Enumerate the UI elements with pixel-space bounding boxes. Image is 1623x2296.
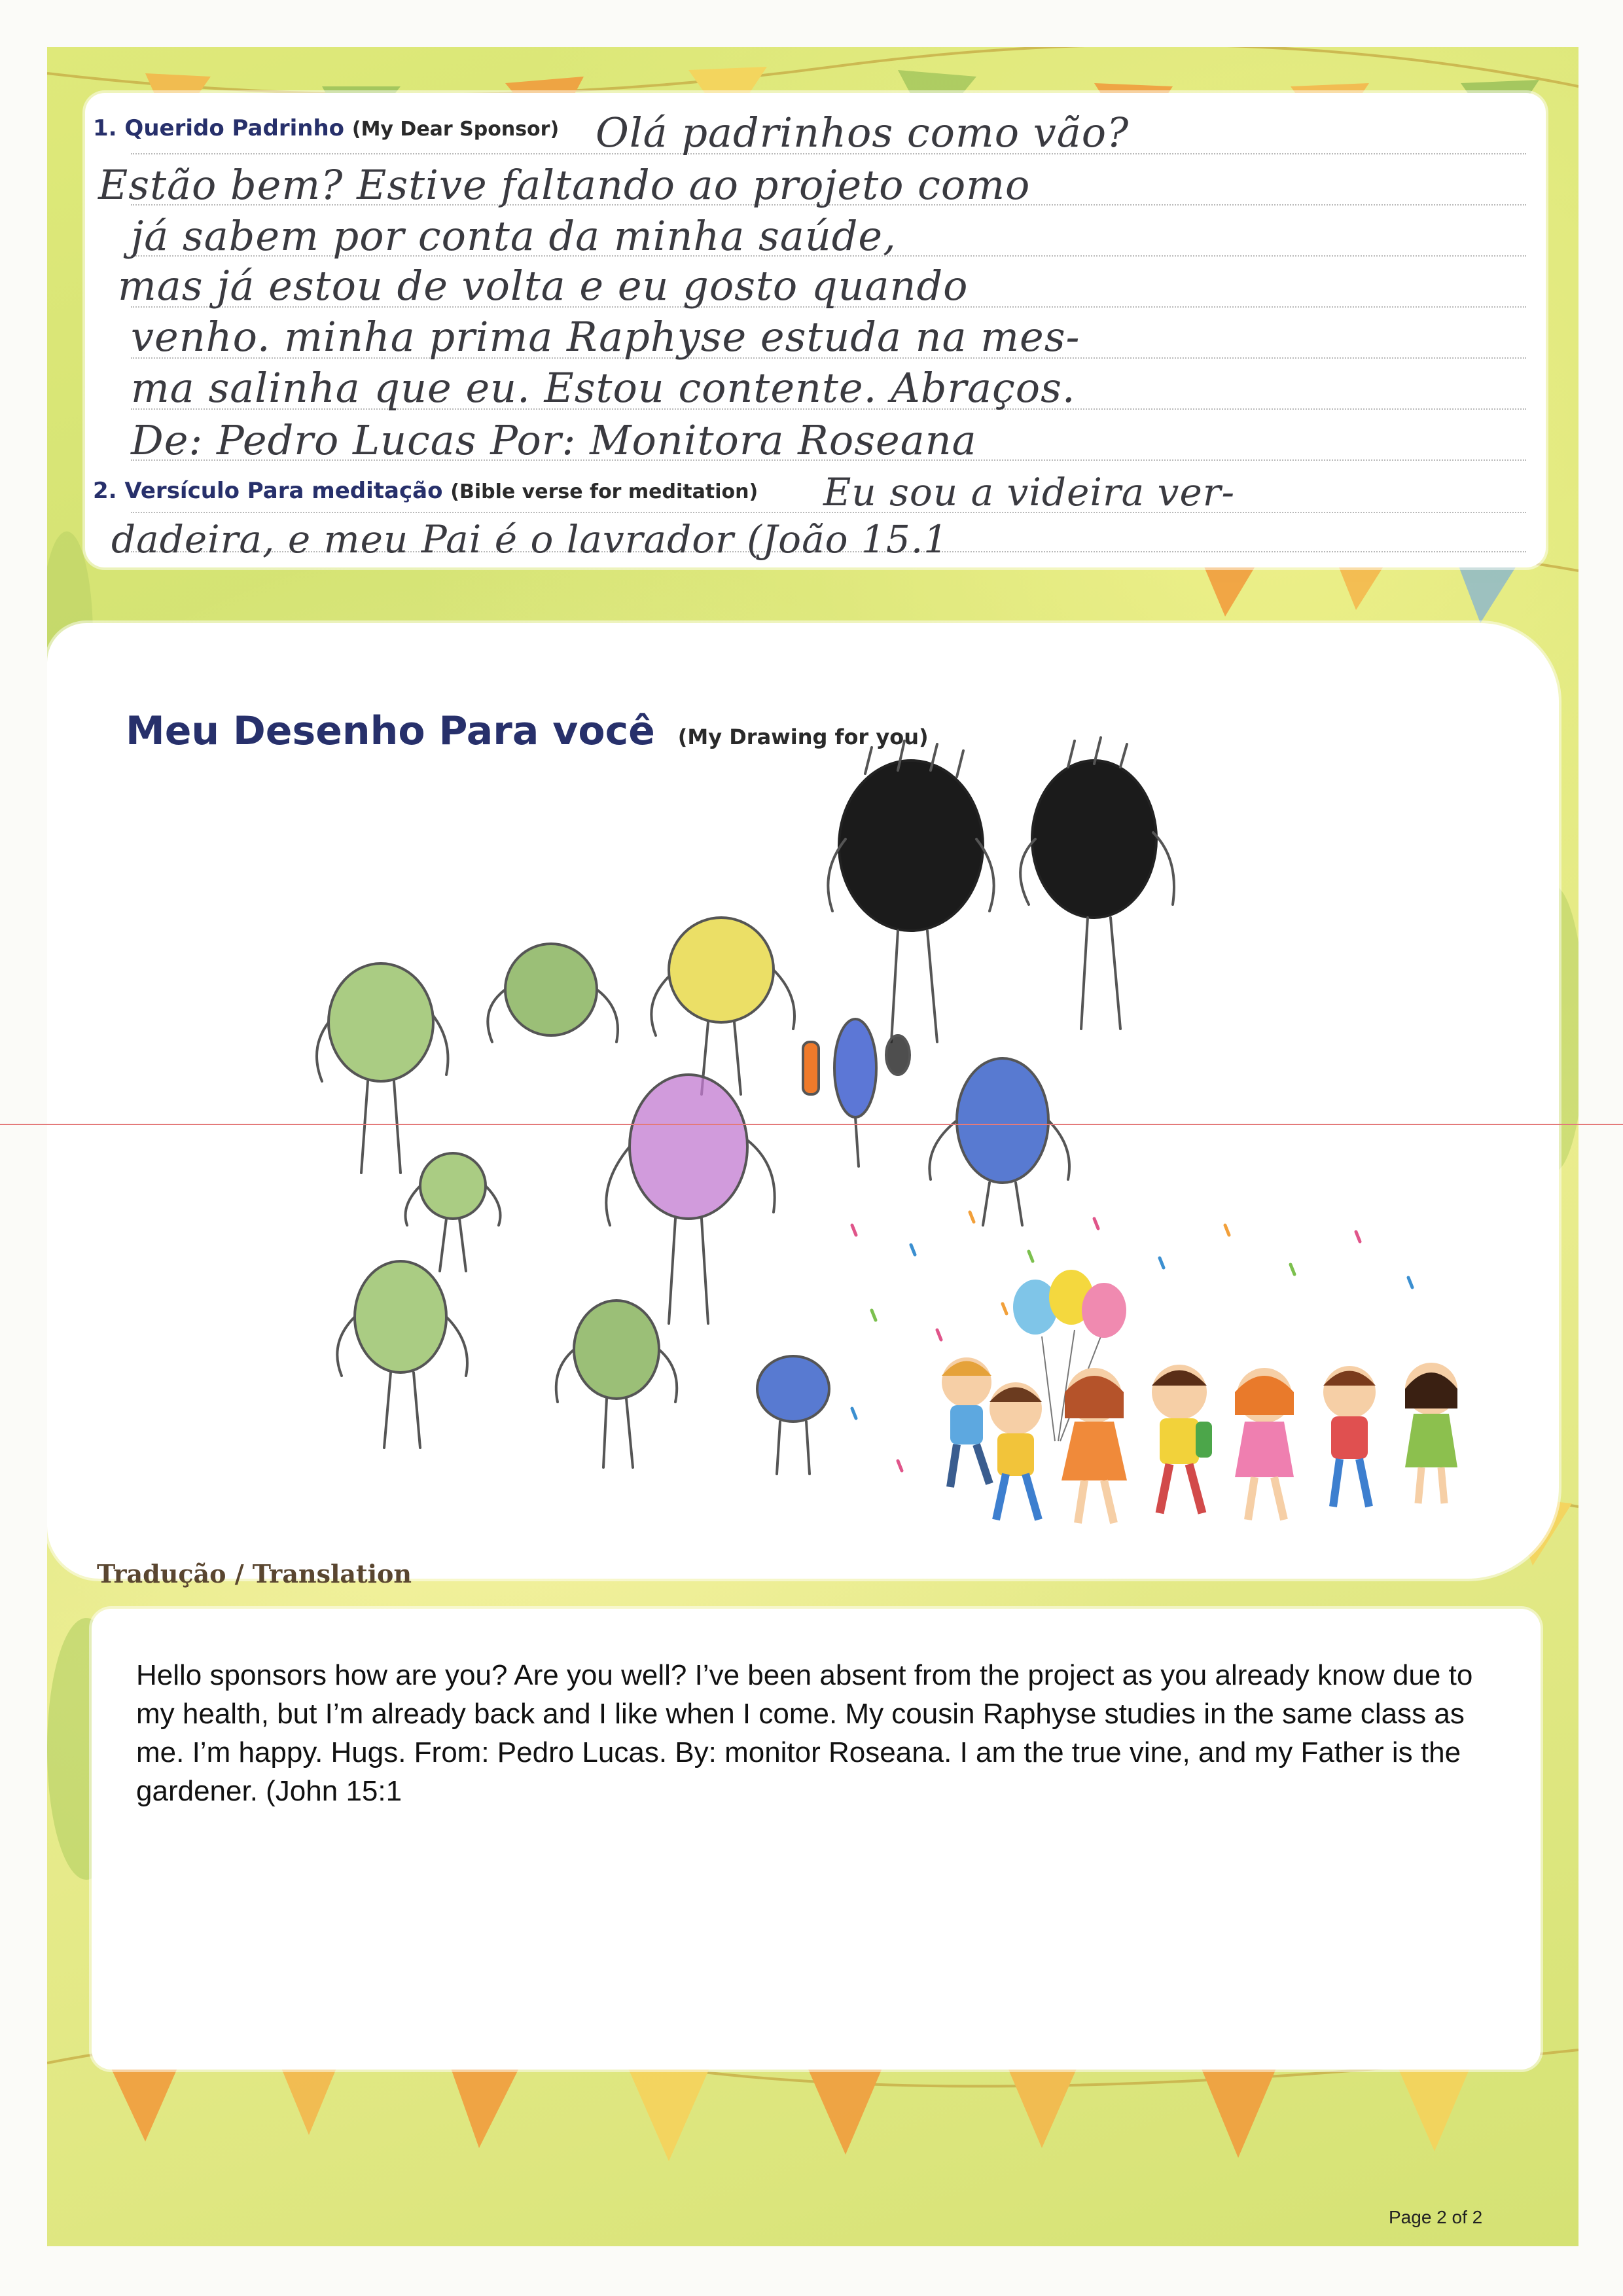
- translation-text: Hello sponsors how are you? Are you well? I’ve been absent from the project as you already know due to my health, but I’m already back and I like when I come. My cousin Raphyse studies in the same class as me. I’m happy. Hugs. From: Pedro Lucas. By: monitor Roseana. I am the true vine, and my Father is the gardener. (John 15:1: [136, 1659, 1473, 1807]
- verse-question-label: [93, 478, 758, 504]
- cartoon-children: [942, 1357, 1457, 1523]
- letter-line-5: venho. minha prima Raphyse estuda na mes-: [131, 313, 1080, 361]
- black-crayon-figure-1: [828, 741, 993, 1042]
- orange-crayon-figure: [803, 1042, 819, 1094]
- green-crayon-figure-1: [317, 963, 448, 1173]
- cartoon-child-3: [1061, 1368, 1127, 1523]
- black-crayon-figure-2: [1020, 738, 1174, 1029]
- letter-line-2: Estão bem? Estive faltando ao projeto como: [98, 161, 1031, 209]
- blue-crayon-figure-1: [834, 1019, 910, 1166]
- green-crayon-figure-2: [488, 944, 618, 1042]
- purple-crayon-figure: [606, 1075, 774, 1323]
- cartoon-child-6: [1323, 1366, 1376, 1507]
- scan-fold-line: [0, 1124, 1623, 1125]
- cartoon-child-5: [1235, 1368, 1294, 1520]
- green-crayon-figure-5: [556, 1300, 677, 1467]
- drawing-subtitle: (My Drawing for you): [677, 725, 929, 749]
- letter-line-1: Olá padrinhos como vão?: [596, 109, 1130, 156]
- translation-card: [92, 1609, 1541, 2070]
- cartoon-child-7: [1405, 1363, 1457, 1503]
- letter-signature-line: De: Pedro Lucas Por: Monitora Roseana: [131, 416, 977, 464]
- sponsor-question-title: 1. Querido Padrinho: [93, 115, 345, 141]
- cartoon-child-2: [990, 1382, 1042, 1520]
- cartoon-child-4: [1152, 1365, 1212, 1513]
- letter-page: [47, 47, 1578, 2246]
- yellow-crayon-figure: [651, 918, 794, 1094]
- cartoon-child-1: [942, 1357, 991, 1487]
- blue-crayon-figure-2: [929, 1058, 1069, 1225]
- green-crayon-figure-3: [406, 1153, 501, 1271]
- child-drawing: [47, 623, 1559, 1579]
- letter-line-4: mas já estou de volta e eu gosto quando: [118, 262, 969, 310]
- sponsor-question-subtitle: (My Dear Sponsor): [351, 118, 560, 141]
- verse-question-subtitle: (Bible verse for meditation): [450, 480, 758, 503]
- green-crayon-figure-4: [337, 1261, 467, 1448]
- translation-label: Tradução / Translation: [97, 1559, 412, 1588]
- drawing-title-text: Meu Desenho Para você: [126, 708, 655, 754]
- letter-card: [85, 93, 1546, 567]
- blue-crayon-figure-3: [757, 1356, 829, 1474]
- drawing-card: [47, 623, 1559, 1579]
- verse-line-2: dadeira, e meu Pai é o lavrador (João 15.1: [111, 517, 949, 562]
- letter-line-6: ma salinha que eu. Estou contente. Abraços.: [131, 364, 1076, 412]
- verse-question-title: 2. Versículo Para meditação: [93, 478, 443, 504]
- verse-line-1: Eu sou a videira ver-: [823, 470, 1236, 514]
- page-number: Page 2 of 2: [1389, 2207, 1483, 2227]
- letter-line-3: já sabem por conta da minha saúde,: [131, 212, 897, 260]
- sponsor-question-label: [93, 115, 559, 141]
